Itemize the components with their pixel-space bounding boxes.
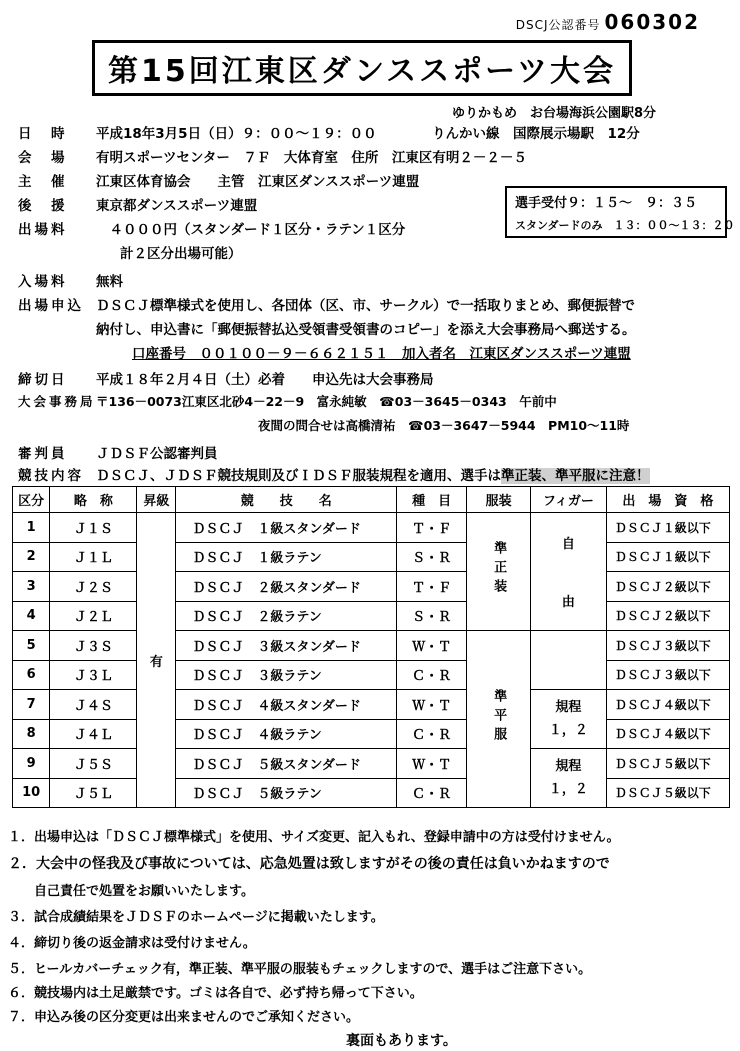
note-6: ６．競技場内は土足厳禁です。ゴミは各自で、必ず持ち帰って下さい。 bbox=[8, 986, 423, 1001]
table-row: 2 Ｊ１Ｌ ＤＳＣＪ １級ラテン Ｓ・Ｒ ＤＳＣＪ１級以下 bbox=[13, 542, 730, 572]
table-row: 5 Ｊ３Ｓ ＤＳＣＪ ３級スタンダード Ｗ・Ｔ 準平服 ＤＳＣＪ３級以下 bbox=[13, 631, 730, 661]
col-header-dances: 種 目 bbox=[397, 487, 467, 513]
info-application-2: 納付し、申込書に「郵便振替払込受領書受領書のコピー」を添え大会事務局へ郵送する。 bbox=[96, 322, 636, 338]
info-application: 出場申込 ＤＳＣＪ標準様式を使用し、各団体（区、市、サークル）で一括取りまとめ、郵便振替で bbox=[18, 298, 636, 314]
note-5: ５．ヒールカバーチェック有，準正装、準平服の服装もチェックしますので、選手はご注意下さい。 bbox=[8, 962, 592, 977]
attire-cell-semiformal: 準平服 bbox=[467, 631, 531, 808]
info-organizer: 主 催 江東区体育協会 主管 江東区ダンススポーツ連盟 bbox=[18, 174, 420, 190]
info-rules: 競技内容 ＤＳＣＪ、ＪＤＳＦ競技規則及びＩＤＳＦ服装規程を適用、選手は準正装、準平服に注意！ bbox=[18, 468, 650, 484]
info-support: 後 援 東京都ダンススポーツ連盟 bbox=[18, 198, 258, 214]
permit-number: DSCJ公認番号 060302 bbox=[515, 10, 700, 34]
col-header-qualification: 出 場 資 格 bbox=[606, 487, 729, 513]
table-row: 4 Ｊ２Ｌ ＤＳＣＪ ２級ラテン Ｓ・Ｒ ＤＳＣＪ２級以下 bbox=[13, 601, 730, 631]
info-entry-fee-2: 計２区分出場可能） bbox=[120, 246, 242, 262]
col-header-category: 区分 bbox=[13, 487, 50, 513]
table-row: 3 Ｊ２Ｓ ＤＳＣＪ ２級スタンダード Ｔ・Ｆ 由 ＤＳＣＪ２級以下 bbox=[13, 572, 730, 602]
info-office: 大会事務局〒136－0073江東区北砂4－22－9 富永純敏 ☎03－3645－0343 午前中 bbox=[18, 394, 557, 409]
info-account: 口座番号 ００１００－９－６６２１５１ 加入者名 江東区ダンススポーツ連盟 bbox=[132, 346, 631, 362]
note-4: ４．締切り後の返金請求は受付けません。 bbox=[8, 936, 256, 951]
page-title-box bbox=[92, 40, 632, 96]
table-row: 6 Ｊ３Ｌ ＤＳＣＪ ３級ラテン Ｃ・Ｒ ＤＳＣＪ３級以下 bbox=[13, 660, 730, 690]
col-header-event-name: 競 技 名 bbox=[176, 487, 397, 513]
col-header-abbr: 略 称 bbox=[50, 487, 137, 513]
page-title: 第15回江東区ダンススポーツ大会 bbox=[108, 54, 616, 89]
figure-cell-syllabus-1: 規程 １，２ bbox=[531, 690, 607, 749]
reception-line-1: 選手受付９：１５～ ９：３５ bbox=[515, 196, 698, 211]
table-row: 9 Ｊ５Ｓ ＤＳＣＪ ５級スタンダード Ｗ・Ｔ 規程 １，２ ＤＳＣＪ５級以下 bbox=[13, 749, 730, 779]
col-header-figure: フィガー bbox=[531, 487, 607, 513]
events-table bbox=[12, 486, 730, 808]
info-deadline: 締切日 平成１８年２月４日（土）必着 申込先は大会事務局 bbox=[18, 372, 434, 388]
note-2: ２．大会中の怪我及び事故については、応急処置は致しますがその後の責任は負いかねますので bbox=[8, 856, 610, 872]
note-7: ７．申込み後の区分変更は出来ませんのでご承知ください。 bbox=[8, 1010, 360, 1025]
info-office-2: 夜間の問合せは高橋清祐 ☎03－3647－5944 PM10～11時 bbox=[258, 418, 630, 433]
access-line-2: りんかい線 国際展示場駅 12分 bbox=[432, 126, 640, 142]
col-header-promotion: 昇級 bbox=[137, 487, 176, 513]
note-3: ３．試合成績結果をＪＤＳＦのホームページに掲載いたします。 bbox=[8, 910, 384, 925]
figure-cell-empty bbox=[531, 631, 607, 690]
info-entry-fee: 出場料 ４０００円（スタンダード１区分・ラテン１区分 bbox=[18, 222, 406, 238]
info-venue: 会 場 有明スポーツセンター ７Ｆ 大体育室 住所 江東区有明２－２－５ bbox=[18, 150, 527, 166]
note-2-cont: 自己責任で処置をお願いいたします。 bbox=[8, 884, 254, 899]
table-header-row bbox=[13, 487, 730, 513]
note-1: １．出場申込は「ＤＳＣＪ標準様式」を使用、サイズ変更、記入もれ、登録申請中の方は受付けません。 bbox=[8, 830, 620, 845]
back-side-note: 裏面もあります。 bbox=[346, 1033, 457, 1049]
table-row: 10 Ｊ５Ｌ ＤＳＣＪ ５級ラテン Ｃ・Ｒ ＤＳＣＪ５級以下 bbox=[13, 778, 730, 808]
reception-box bbox=[505, 186, 735, 238]
info-judges: 審判員 ＪＤＳＦ公認審判員 bbox=[18, 446, 218, 462]
info-datetime: 日 時 平成18年3月5日（日）９：００～１９：００ bbox=[18, 126, 377, 142]
table-row: 7 Ｊ４Ｓ ＤＳＣＪ ４級スタンダード Ｗ・Ｔ 規程 １，２ ＤＳＣＪ４級以下 bbox=[13, 690, 730, 720]
promotion-cell: 有 bbox=[137, 513, 176, 808]
figure-cell-free-2: 由 bbox=[531, 572, 607, 631]
access-line-1: ゆりかもめ お台場海浜公園駅8分 bbox=[452, 106, 657, 121]
figure-cell-free-1: 自 bbox=[531, 513, 607, 572]
attire-cell-formal: 準正装 bbox=[467, 513, 531, 631]
reception-line-2: スタンダードのみ １３：００～１３：２０ bbox=[515, 219, 735, 232]
table-row: 1 Ｊ１Ｓ 有 ＤＳＣＪ １級スタンダード Ｔ・Ｆ 準正装 自 ＤＳＣＪ１級以下 bbox=[13, 513, 730, 543]
figure-cell-syllabus-2: 規程 １，２ bbox=[531, 749, 607, 808]
table-row: 8 Ｊ４Ｌ ＤＳＣＪ ４級ラテン Ｃ・Ｒ ＤＳＣＪ４級以下 bbox=[13, 719, 730, 749]
info-admission: 入場料 無料 bbox=[18, 274, 123, 290]
col-header-attire: 服装 bbox=[467, 487, 531, 513]
